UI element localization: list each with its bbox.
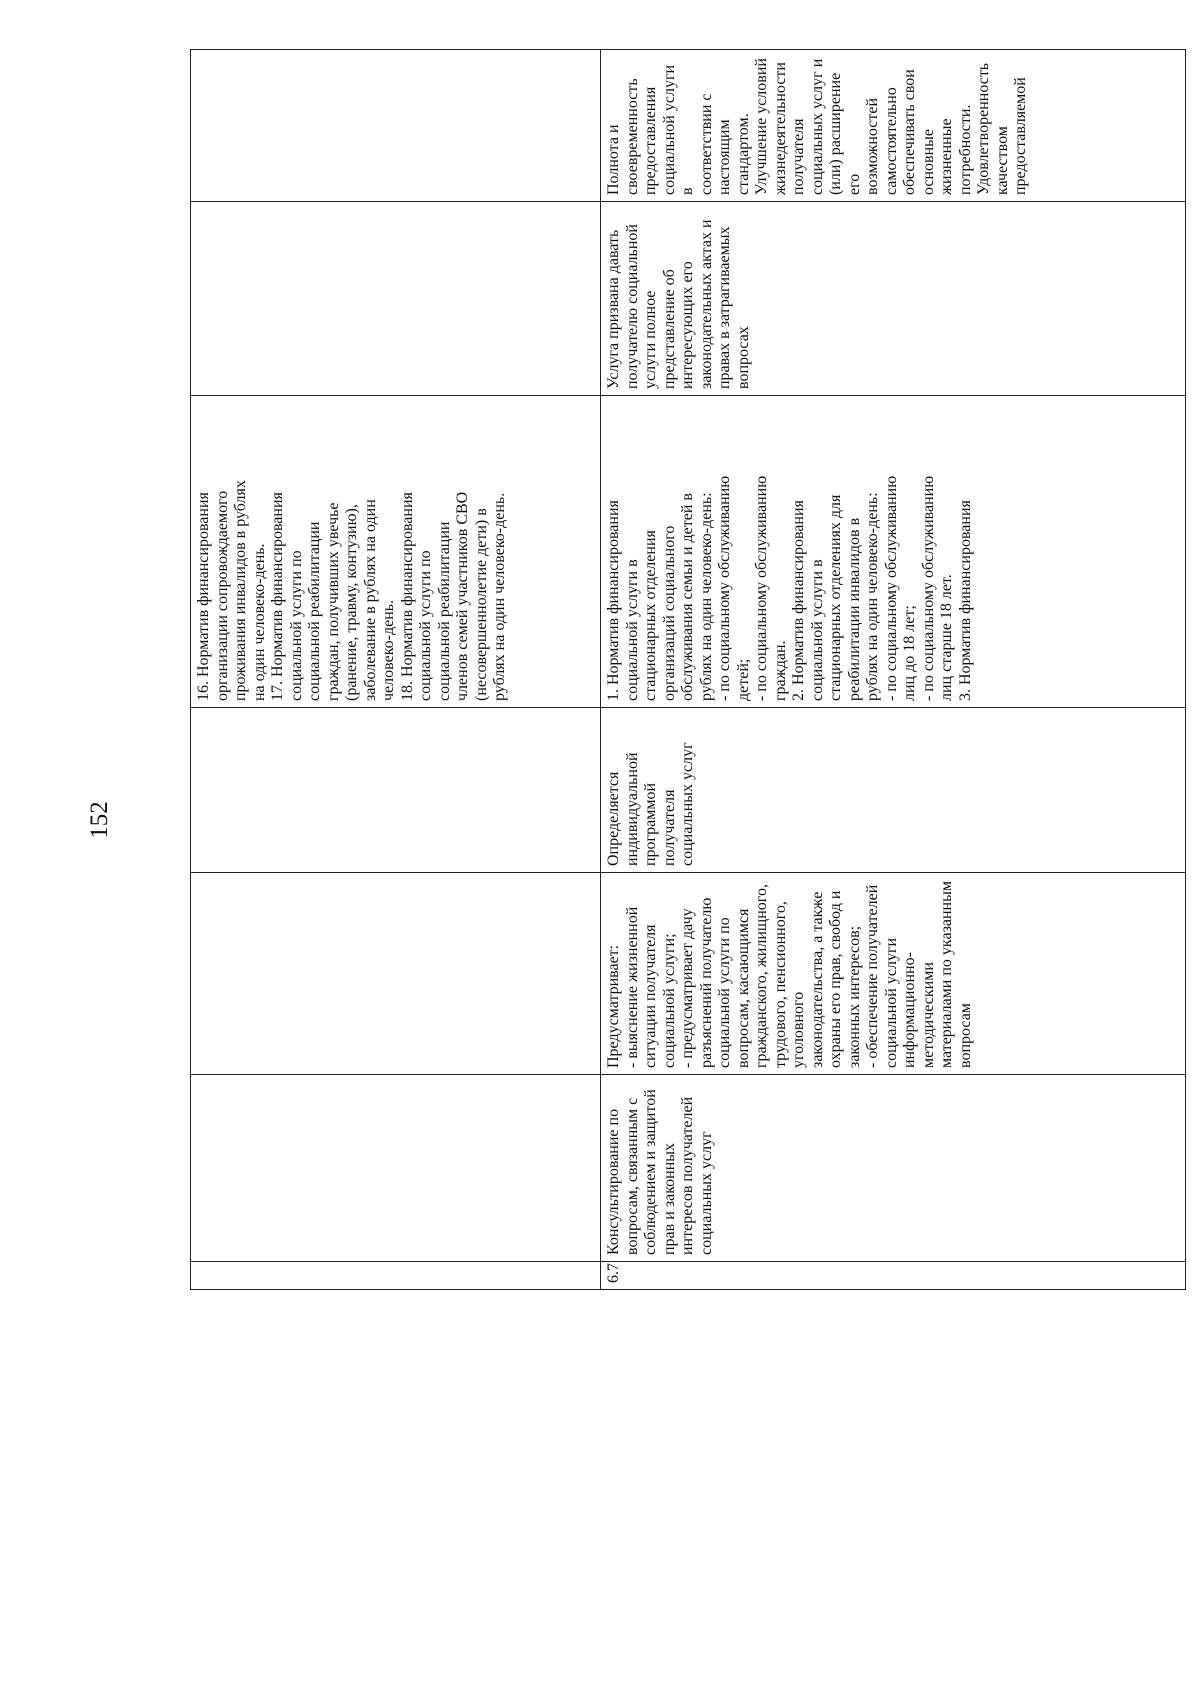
cell-financing-norms: 16. Норматив финансирования организации сопровождаемого проживания инвалидов в рублях на один человеко-день. 17. Норматив финансирования социальной услуги по социальной реабилитации граждан, получивших увечье (ранение, травму, контузию), заболевание в рублях на один человеко-день. 18. Норматив финансирования социальной услуги по социальной реабилитации членов семей участников СВО (несовершеннолетие дети) в рублях на один человеко-день. bbox=[191, 396, 601, 708]
cell-service-name: Консультирование по вопросам, связанным с соблюдением и защитой прав и законных интересов получателей социальных услуг bbox=[601, 1075, 1186, 1262]
page-number: 152 bbox=[86, 801, 113, 839]
cell-quality-indicators: Полнота и своевременность предоставления социальной услуги в соответствии с настоящим стандартом. Улучшение условий жизнедеятельности получателя социальных услуг и (или) расширение его возможностей самостоятельно обеспечивать свои основные жизненные потребности. Удовлетворенность качеством предоставляемой bbox=[601, 50, 1186, 202]
cell-conditions: Услуга призвана давать получателю социальной услуги полное представление об интересующих его законодательных актах и правах в затрагиваемых вопросах bbox=[601, 202, 1186, 396]
cell-number bbox=[191, 1262, 601, 1290]
cell-conditions bbox=[191, 202, 601, 396]
cell-description bbox=[191, 873, 601, 1075]
service-standard-table bbox=[190, 49, 1186, 1290]
cell-financing-norms: 1. Норматив финансирования социальной услуги в стационарных отделения организаций социального обслуживания семьи и детей в рублях на один человеко-день: - по социальному обслуживанию детей; - по социальному обслуживанию граждан. 2. Норматив финансирования социальной услуги в стационарных отделениях для реабилитации инвалидов в рублях на один человеко-день: - по социальному обслуживанию лиц до 18 лет; - по социальному обслуживанию лиц старше 18 лет. 3. Норматив финансирования bbox=[601, 396, 1186, 708]
cell-timing: Определяется индивидуальной программой получателя социальных услуг bbox=[601, 708, 1186, 873]
cell-quality-indicators bbox=[191, 50, 601, 202]
rotated-table-container bbox=[190, 50, 1185, 1290]
cell-description: Предусматривает: - выяснение жизненной ситуации получателя социальной услуги; - предусматривает дачу разъяснений получателю социальной услуги по вопросам, касающимся гражданского, жилищного, трудового, пенсионного, уголовного законодательства, а также охраны его прав, свобод и законных интересов; - обеспечение получателей социальной услуги информационно- методическими материалами по указанным вопросам bbox=[601, 873, 1186, 1075]
cell-timing bbox=[191, 708, 601, 873]
cell-service-name bbox=[191, 1075, 601, 1262]
cell-number: 6.7 bbox=[601, 1262, 1186, 1290]
table-row-6-7 bbox=[601, 50, 1186, 1290]
table-row-continuation bbox=[191, 50, 601, 1290]
